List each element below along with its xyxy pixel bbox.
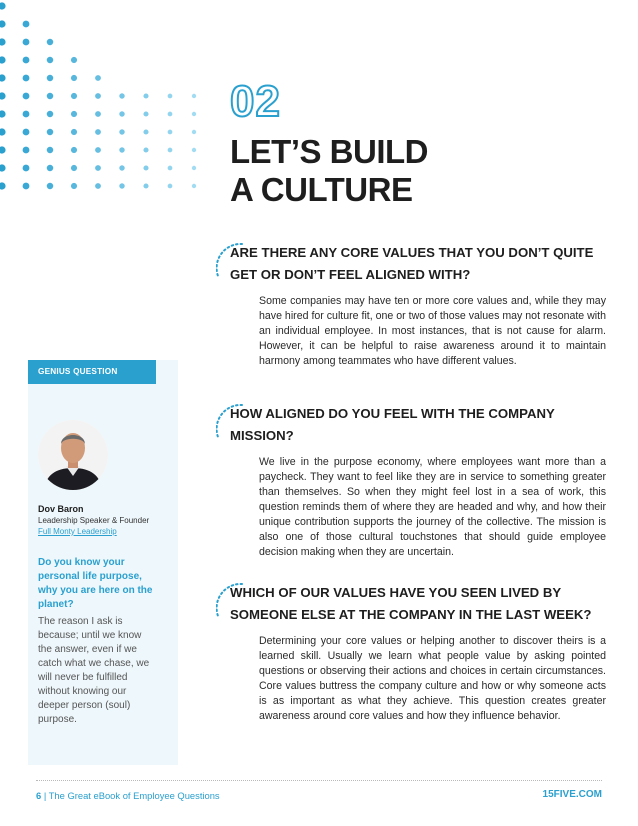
decorative-dot [0, 20, 6, 27]
speaker-name: Dov Baron [38, 504, 84, 514]
genius-answer-text: The reason I ask is because; until we know the answer, even if we catch what we chase, we will never be fulfilled without knowing our deeper person (soul) purpose. [38, 616, 150, 725]
decorative-dot [23, 21, 30, 28]
decorative-dot [192, 184, 196, 188]
decorative-dot [168, 130, 173, 135]
decorative-dot [95, 93, 101, 99]
decorative-dot [192, 166, 196, 170]
decorative-dot [192, 148, 196, 152]
question-block-1 [216, 242, 606, 369]
decorative-dot [23, 39, 30, 46]
decorative-dot [168, 94, 173, 99]
page-number: 6 [36, 790, 42, 801]
decorative-dot [23, 57, 30, 64]
chapter-title: LET’S BUILD A CULTURE [230, 133, 428, 208]
decorative-dot [168, 112, 173, 117]
decorative-dot [119, 129, 124, 134]
decorative-dot [23, 93, 30, 100]
footer-divider [36, 780, 602, 781]
decorative-dot [119, 93, 124, 98]
decorative-dot [168, 184, 173, 189]
speaker-portrait-icon [38, 420, 108, 490]
genius-question-sidebar [28, 360, 178, 765]
decorative-dot [71, 93, 77, 99]
decorative-dot [95, 129, 101, 135]
question-block-2 [216, 403, 606, 560]
decorative-dot [23, 129, 30, 136]
question-body: Determining your core values or helping another to discover theirs is a learned skill. Usually we learn what people value by asking pointed questions or observing their actions and choices in certain circumstances. Core values buttress the company culture and how or why someone acts is as important as what they achieve. This question creates greater awareness around core values and how they influence behavior. [259, 635, 606, 722]
decorative-dot [95, 75, 101, 81]
decorative-dot-grid [0, 0, 240, 210]
decorative-dot [71, 165, 77, 171]
question-block-3 [216, 582, 606, 724]
decorative-dot [71, 183, 77, 189]
decorative-dot [0, 92, 6, 99]
decorative-dot [0, 110, 6, 117]
decorative-dot [47, 111, 54, 118]
decorative-dot [47, 75, 54, 82]
footer-page-info [36, 790, 220, 801]
decorative-dot [143, 111, 148, 116]
decorative-dot [168, 148, 173, 153]
genius-question-text: Do you know your personal life purpose, why you are here on the planet? [38, 557, 153, 610]
brand-link[interactable]: 15FIVE.COM [542, 789, 602, 800]
sidebar-header: GENIUS QUESTION [28, 360, 156, 384]
decorative-dot [0, 38, 6, 45]
decorative-dot [23, 111, 30, 118]
question-title: ARE THERE ANY CORE VALUES THAT YOU DON’T QUITE GET OR DON’T FEEL ALIGNED WITH? [230, 245, 594, 282]
decorative-dot [119, 183, 124, 188]
book-title: | The Great eBook of Employee Questions [41, 790, 220, 801]
decorative-dot [119, 111, 124, 116]
dotted-arc-icon [216, 582, 244, 618]
decorative-dot [143, 147, 148, 152]
decorative-dot [0, 56, 6, 63]
decorative-dot [168, 166, 173, 171]
decorative-dot [95, 147, 101, 153]
decorative-dot [23, 183, 30, 190]
decorative-dot [23, 165, 30, 172]
decorative-dot [192, 94, 196, 98]
decorative-dot [143, 183, 148, 188]
decorative-dot [143, 165, 148, 170]
dotted-arc-icon [216, 403, 244, 439]
question-title: HOW ALIGNED DO YOU FEEL WITH THE COMPANY MISSION? [230, 406, 555, 443]
decorative-dot [47, 183, 54, 190]
decorative-dot [23, 147, 30, 154]
question-title: WHICH OF OUR VALUES HAVE YOU SEEN LIVED BY SOMEONE ELSE AT THE COMPANY IN THE LAST WEEK? [230, 585, 592, 622]
decorative-dot [71, 75, 77, 81]
decorative-dot [71, 57, 77, 63]
speaker-role: Leadership Speaker & Founder [38, 516, 150, 525]
decorative-dot [47, 129, 54, 136]
decorative-dot [23, 75, 30, 82]
decorative-dot [119, 147, 124, 152]
decorative-dot [0, 128, 6, 135]
decorative-dot [143, 93, 148, 98]
decorative-dot [0, 164, 6, 171]
decorative-dot [143, 129, 148, 134]
avatar [38, 420, 108, 490]
decorative-dot [0, 2, 6, 9]
decorative-dot [47, 147, 54, 154]
decorative-dot [47, 165, 54, 172]
speaker-company-link[interactable]: Full Monty Leadership [38, 527, 117, 536]
decorative-dot [71, 129, 77, 135]
decorative-dot [47, 39, 54, 46]
decorative-dot [47, 93, 54, 100]
question-body: Some companies may have ten or more core values and, while they may have hired for culture fit, one or two of those values may not resonate with an individual employee. In most instances, that is not cause for alarm. However, it can be helpful to raise awareness around it to maintain harmony among teammates who have different values. [259, 295, 606, 367]
decorative-dot [192, 112, 196, 116]
decorative-dot [0, 146, 6, 153]
question-body: We live in the purpose economy, where employees want more than a paycheck. They want to feel like they are in service to something greater than themselves. So when they might feel lost in a sea of work, this question reminds them of where they are headed and why, and how their unique contribution supports the journey of the collective. The mission is also one of those cultural touchstones that should guide employee decision making when they are uncertain. [259, 456, 606, 558]
chapter-number: 02 [230, 77, 281, 126]
decorative-dot [71, 147, 77, 153]
decorative-dot [119, 165, 124, 170]
decorative-dot [0, 74, 6, 81]
decorative-dot [0, 182, 6, 189]
decorative-dot [95, 183, 101, 189]
decorative-dot [192, 130, 196, 134]
decorative-dot [95, 165, 101, 171]
dotted-arc-icon [216, 242, 244, 278]
decorative-dot [95, 111, 101, 117]
decorative-dot [47, 57, 54, 64]
decorative-dot [71, 111, 77, 117]
